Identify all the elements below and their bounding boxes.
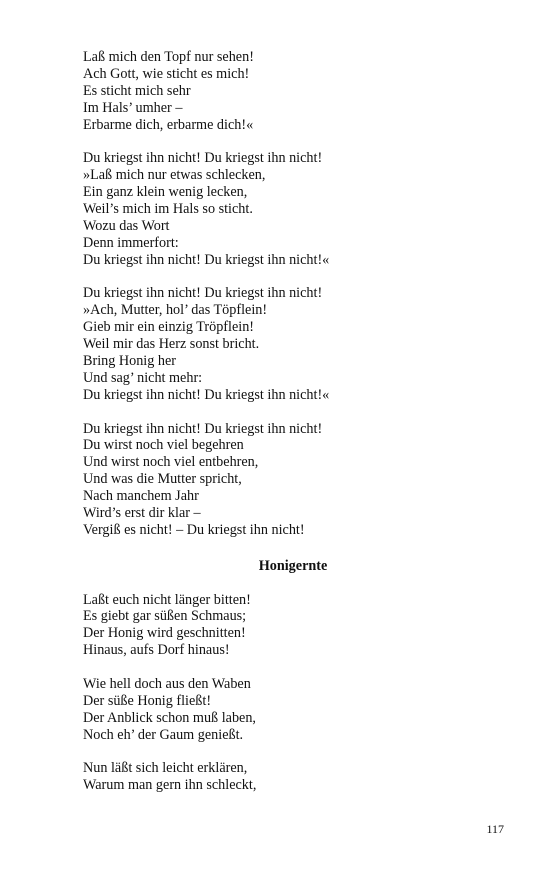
verse-line: Nun läßt sich leicht erklären, [83,760,248,777]
verse-line: Noch eh’ der Gaum genießt. [83,726,244,743]
verse-line: Weil mir das Herz sonst bricht. [83,336,260,353]
poem1-stanza-2 [83,150,503,268]
verse-line: Nach manchem Jahr [83,488,199,505]
verse-line: Du kriegst ihn nicht! Du kriegst ihn nicht! [83,150,323,167]
verse-line: Du kriegst ihn nicht! Du kriegst ihn nicht!« [83,251,330,268]
verse-line: Der Anblick schon muß laben, [83,709,256,726]
verse-line: Du kriegst ihn nicht! Du kriegst ihn nicht! [83,285,323,302]
verse-line: Gieb mir ein einzig Tröpflein! [83,319,255,336]
verse-line: Laß mich den Topf nur sehen! [83,49,254,65]
verse-line: Vergiß es nicht! – Du kriegst ihn nicht! [83,521,305,538]
verse-line: Du wirst noch viel begehren [83,437,244,454]
verse-line: Ein ganz klein wenig lecken, [83,184,248,201]
verse-line: »Ach, Mutter, hol’ das Töpflein! [83,302,268,319]
verse-line: Und wirst noch viel entbehren, [83,454,259,471]
poem1-stanza-3 [83,285,503,403]
verse-line: Du kriegst ihn nicht! Du kriegst ihn nicht! [83,420,323,437]
verse-line: Wird’s erst dir klar – [83,505,201,522]
verse-line: Weil’s mich im Hals so sticht. [83,201,253,218]
verse-line: Erbarme dich, erbarme dich!« [83,116,254,133]
verse-line: Hinaus, aufs Dorf hinaus! [83,642,230,659]
book-page [83,49,503,811]
verse-line: Der Honig wird geschnitten! [83,625,246,642]
verse-line: Warum man gern ihn schleckt, [83,777,257,794]
page-number: 117 [486,822,504,836]
poem1-stanza-4 [83,421,503,539]
verse-line: Denn immerfort: [83,234,179,251]
verse-line: Es sticht mich sehr [83,82,191,99]
verse-line: Ach Gott, wie sticht es mich! [83,65,250,82]
verse-line: »Laß mich nur etwas schlecken, [83,167,266,184]
verse-line: Bring Honig her [83,353,176,370]
verse-line: Und sag’ nicht mehr: [83,369,203,386]
verse-line: Du kriegst ihn nicht! Du kriegst ihn nicht!« [83,386,330,403]
poem-title: Honigernte [258,557,328,574]
poem2-stanza-1 [83,592,503,660]
verse-line: Der süße Honig fließt! [83,692,212,709]
verse-line: Wozu das Wort [83,217,170,234]
poem1-stanza-1 [83,49,503,133]
poem2-stanza-3 [83,760,503,794]
verse-line: Im Hals’ umher – [83,99,183,116]
verse-line: Wie hell doch aus den Waben [83,675,251,692]
verse-line: Laßt euch nicht länger bitten! [83,591,251,608]
verse-line: Es giebt gar süßen Schmaus; [83,608,247,625]
verse-line: Und was die Mutter spricht, [83,471,242,488]
poem2-stanza-2 [83,676,503,744]
